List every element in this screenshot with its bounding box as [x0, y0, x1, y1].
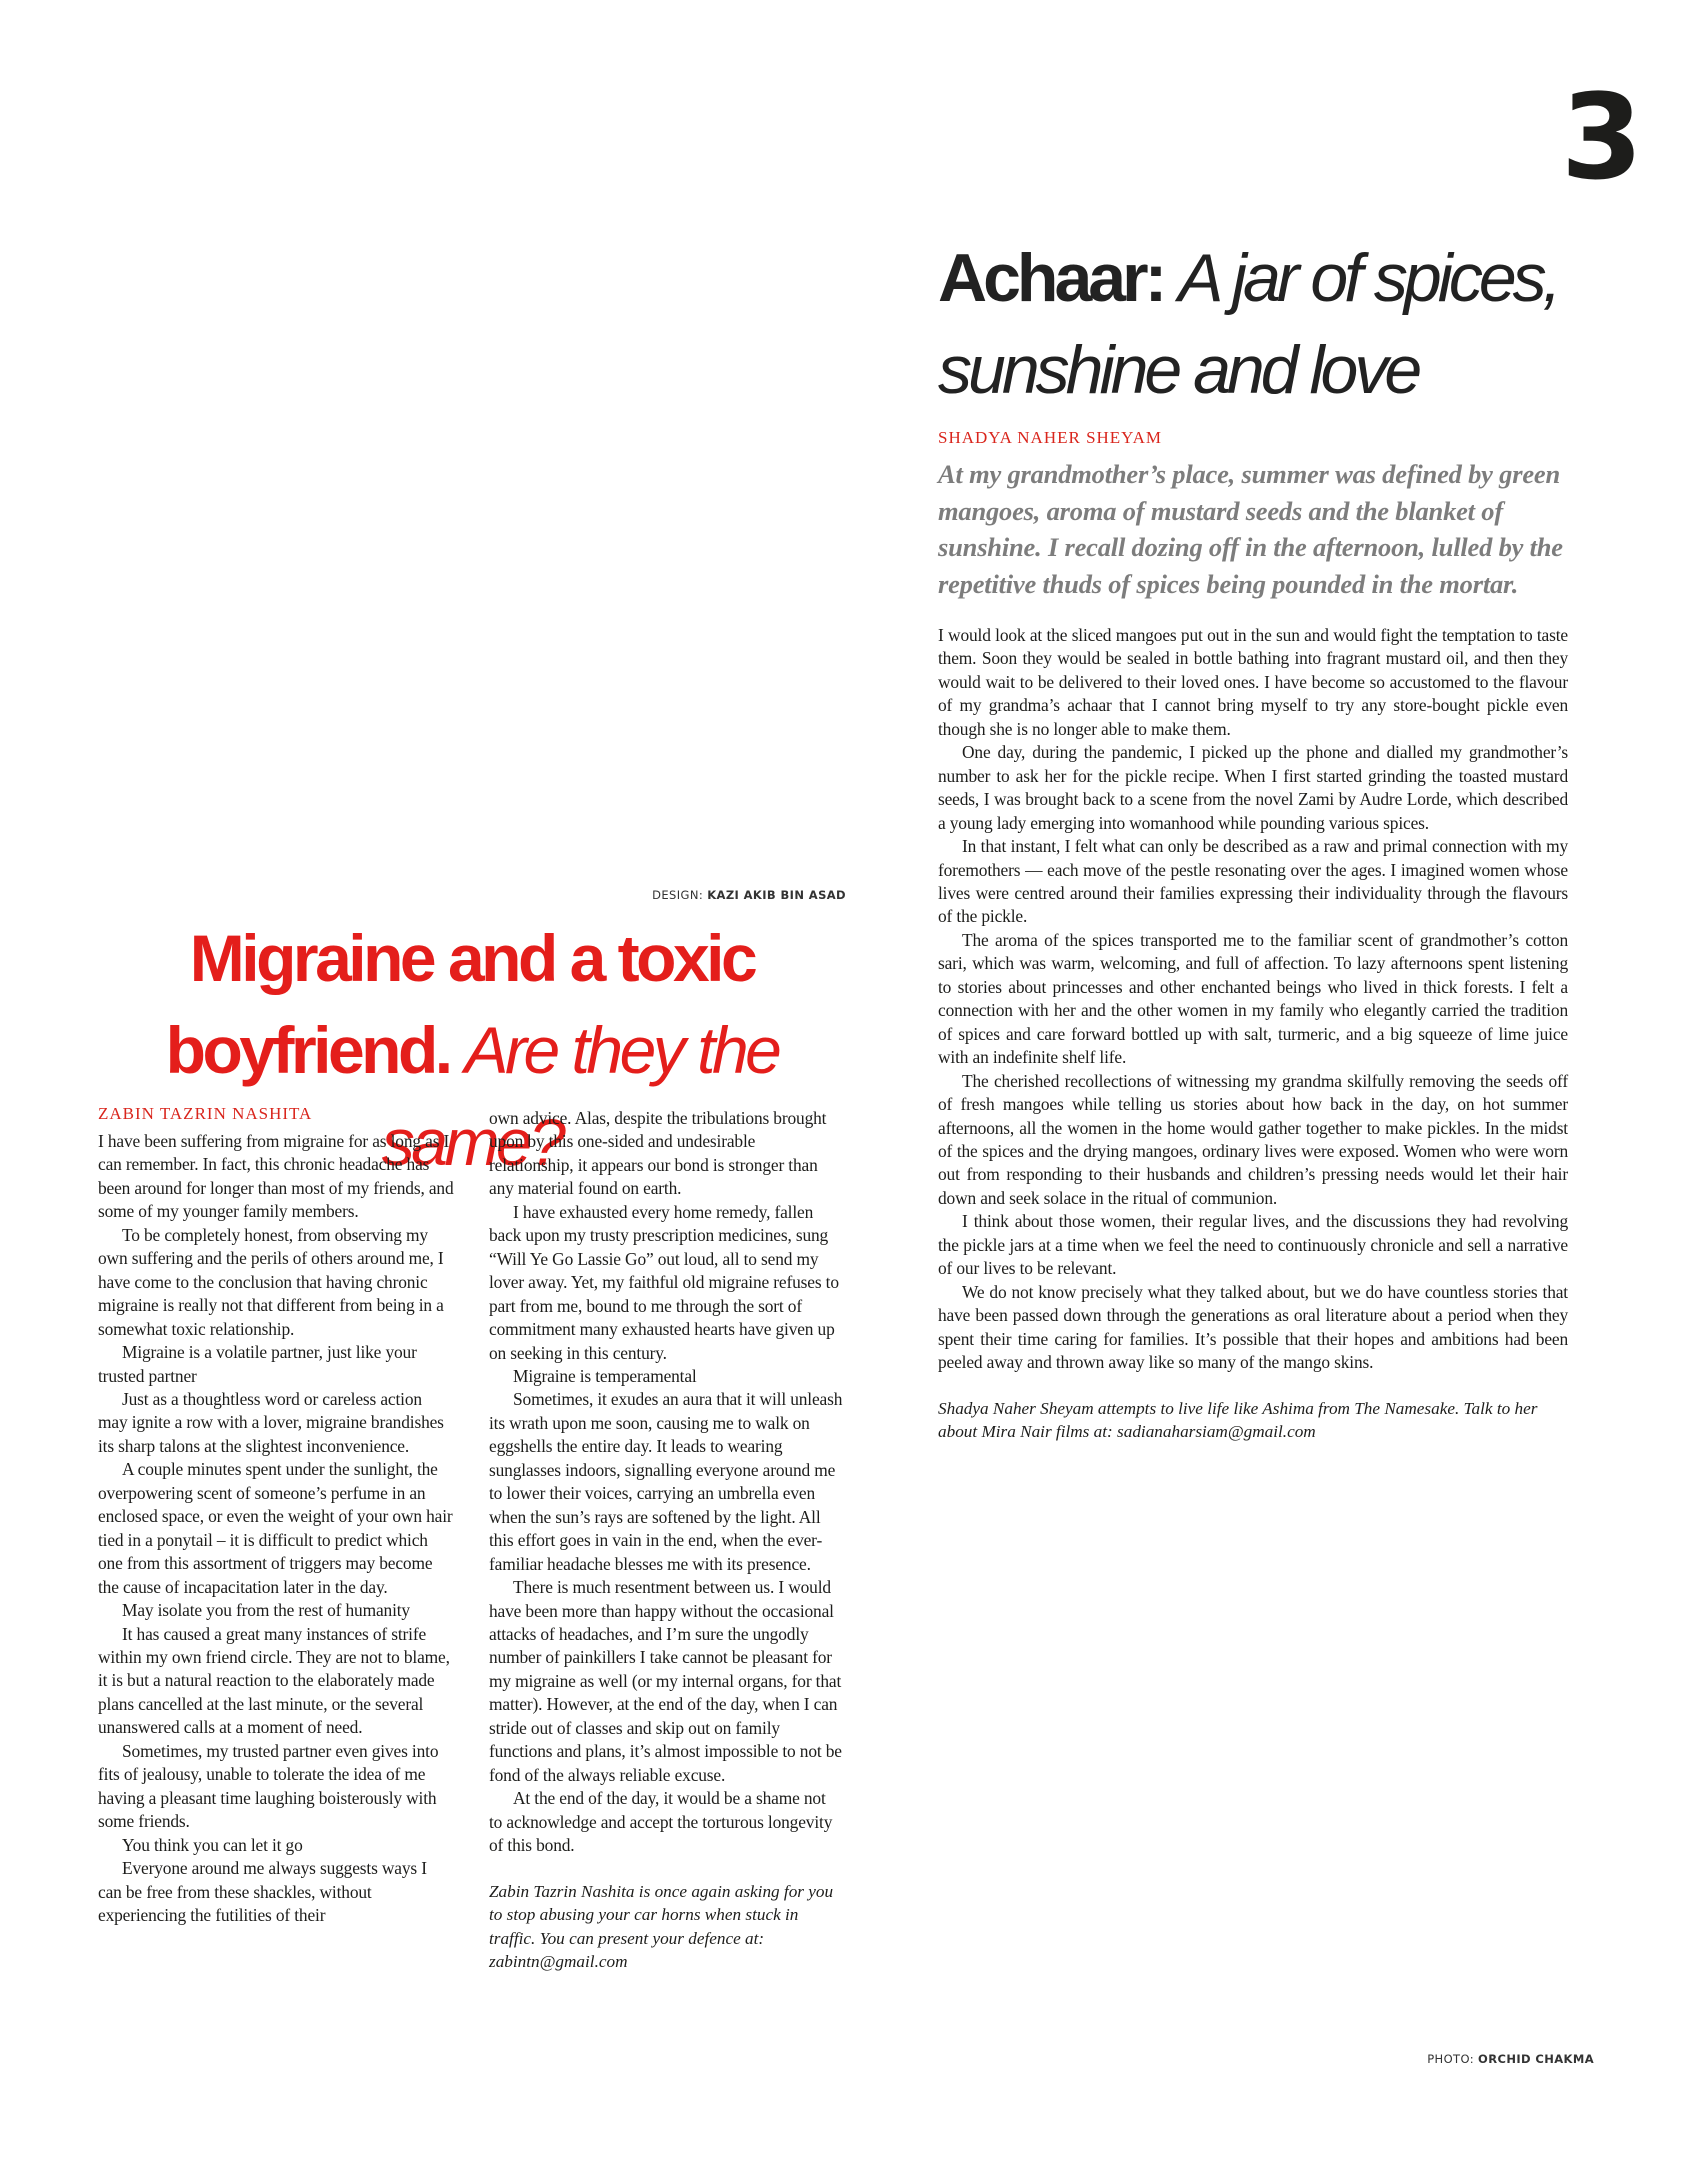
achaar-standfirst: At my grandmother’s place, summer was defined by green mangoes, aroma of mustard seeds and the blanket of sunshine. I recall dozing off in the afternoon, lulled by the repetitive thuds of spices being pounded in the mortar.	[938, 459, 1563, 599]
body-paragraph: Sometimes, my trusted partner even gives into fits of jealousy, unable to tolerate the idea of me having a pleasant time laughing boisterously with some friends.	[98, 1740, 439, 1832]
article-achaar	[938, 232, 1568, 1461]
subheading: May isolate you from the rest of humanity	[122, 1600, 410, 1621]
migraine-author-bio: Zabin Tazrin Nashita is once again asking for you to stop abusing your car horns when stuck in traffic. You can present your defence at: zabintn@gmail.com	[489, 1881, 834, 1971]
migraine-column-1	[98, 1104, 454, 1927]
achaar-body	[938, 624, 1568, 1375]
achaar-byline: SHADYA NAHER SHEYAM	[938, 428, 1162, 447]
subheading: You think you can let it go	[122, 1834, 303, 1855]
migraine-body-col2	[489, 1107, 843, 1858]
migraine-body-col1	[98, 1130, 454, 1927]
body-paragraph: The aroma of the spices transported me to the familiar scent of grandmother’s cotton sari, which was warm, welcoming, and full of affection. To lazy afternoons spent listening to stories about princesses and other enchanted beings who lived in thick forests. I felt a connection with her and the other women in my family who elegantly carried the tradition of spices and care forward bottled up with salt, turmeric, and a big squeeze of lime juice with an indefinite shelf life.	[938, 929, 1568, 1068]
body-paragraph: We do not know precisely what they talked about, but we do have countless stories that have been passed down through the generations as oral literature about a period when they spent their time caring for families. It’s possible that their hopes and ambitions had been peeled away and thrown away like so many of the mango skins.	[938, 1281, 1568, 1373]
design-credit	[588, 888, 846, 902]
subheading: Migraine is temperamental	[513, 1365, 697, 1386]
body-paragraph: I have been suffering from migraine for as long as I can remember. In fact, this chronic headache has been around for longer than most of my friends, and some of my younger family members.	[98, 1131, 454, 1222]
body-paragraph: It has caused a great many instances of strife within my own friend circle. They are not to blame, it is but a natural reaction to the elaborately made plans cancelled at the last minute, or the several unanswered calls at a moment of need.	[98, 1623, 450, 1738]
design-credit-label: DESIGN:	[652, 888, 704, 902]
achaar-headline-bold: Achaar:	[938, 240, 1164, 316]
subheading: Migraine is a volatile partner, just like your trusted partner	[98, 1342, 417, 1386]
body-paragraph: To be completely honest, from observing my own suffering and the perils of others around me, I have come to the conclusion that having chronic migraine is really not that different from being in a somewhat toxic relationship.	[98, 1224, 444, 1339]
achaar-author-bio: Shadya Naher Sheyam attempts to live life like Ashima from The Namesake. Talk to her about Mira Nair films at: sadianaharsiam@gmail.com	[938, 1398, 1538, 1441]
body-paragraph: Sometimes, it exudes an aura that it will unleash its wrath upon me soon, causing me to walk on eggshells the entire day. It leads to wearing sunglasses indoors, signalling everyone around me to lower their voices, carrying an umbrella even when the sun’s rays are softened by the light. All this effort goes in vain in the end, when the ever-familiar headache blesses me with its presence.	[489, 1389, 843, 1574]
body-paragraph: Just as a thoughtless word or careless action may ignite a row with a lover, migraine brandishes its sharp talons at the slightest inconvenience.	[98, 1388, 444, 1456]
migraine-column-2	[489, 1107, 843, 1991]
body-paragraph: I think about those women, their regular lives, and the discussions they had revolving the pickle jars at a time when we feel the need to continuously chronicle and sell a narrative of our lives to be relevant.	[938, 1211, 1568, 1279]
body-paragraph: One day, during the pandemic, I picked up the phone and dialled my grandmother’s number to ask her for the pickle recipe. When I first started grinding the toasted mustard seeds, I was brought back to a scene from the novel Zami by Audre Lorde, which described a young lady emerging into womanhood while pounding various spices.	[938, 742, 1568, 833]
body-paragraph: At the end of the day, it would be a shame not to acknowledge and accept the torturous longevity of this bond.	[489, 1788, 833, 1856]
body-paragraph: A couple minutes spent under the sunlight, the overpowering scent of someone’s perfume in an enclosed space, or even the weight of your own hair tied in a ponytail – it is difficult to predict which one from this assortment of triggers may become the cause of incapacitation later in the day.	[98, 1459, 453, 1597]
body-paragraph: Everyone around me always suggests ways I can be free from these shackles, without experiencing the futilities of their	[98, 1858, 427, 1925]
migraine-byline: ZABIN TAZRIN NASHITA	[98, 1104, 313, 1123]
photo-credit-label: PHOTO:	[1427, 2052, 1474, 2066]
design-credit-name: KAZI AKIB BIN ASAD	[707, 888, 846, 902]
body-paragraph: own advice. Alas, despite the tribulations brought upon by this one-sided and undesirable relationship, it appears our bond is stronger than any material found on earth.	[489, 1108, 827, 1199]
photo-credit	[1380, 2052, 1594, 2066]
body-paragraph: In that instant, I felt what can only be described as a raw and primal connection with my foremothers — each move of the pestle resonating over the ages. I imagined women whose lives were centred around their families expressing their individuality through the flavours of the pickle.	[938, 836, 1568, 927]
body-paragraph: I would look at the sliced mangoes put out in the sun and would fight the temptation to taste them. Soon they would be sealed in bottle bathing into fragrant mustard oil, and then they would wait to be delivered to their loved ones. I have become so accustomed to the flavour of my grandma’s achaar that I cannot bring myself to try any store-bought pickle even though she is no longer able to make them.	[938, 625, 1568, 739]
page-number: 3	[1560, 68, 1643, 206]
migraine-headline-italic: Are they the same?	[381, 1013, 779, 1179]
achaar-headline	[938, 232, 1568, 416]
photo-credit-name: ORCHID CHAKMA	[1478, 2052, 1594, 2066]
body-paragraph: There is much resentment between us. I would have been more than happy without the occasional attacks of headaches, and I’m sure the ungodly number of painkillers I take cannot be pleasant for my migraine as well (or my internal organs, for that matter). However, at the end of the day, when I can stride out of classes and skip out on family functions and plans, it’s almost impossible to not be fond of the always reliable excuse.	[489, 1577, 842, 1785]
migraine-headline-bold: Migraine and a toxic boyfriend.	[165, 921, 755, 1087]
achaar-headline-italic: A jar of spices, sunshine and love	[938, 240, 1558, 408]
body-paragraph: I have exhausted every home remedy, fallen back upon my trusty prescription medicines, sung “Will Ye Go Lassie Go” out loud, all to send my lover away. Yet, my faithful old migraine refuses to part from me, bound to me through the sort of commitment many exhausted hearts have given up on seeking in this century.	[489, 1201, 839, 1363]
body-paragraph: The cherished recollections of witnessing my grandma skilfully removing the seeds off of fresh mangoes while telling us stories about how back in the day, on hot summer afternoons, all the women in the home would gather together to make pickles. In the midst of the spices and the drying mangoes, ordinary lives were exposed. Women who were worn out from responding to their husbands and children’s pressing needs would let their hair down and seek solace in the ritual of communion.	[938, 1070, 1568, 1208]
